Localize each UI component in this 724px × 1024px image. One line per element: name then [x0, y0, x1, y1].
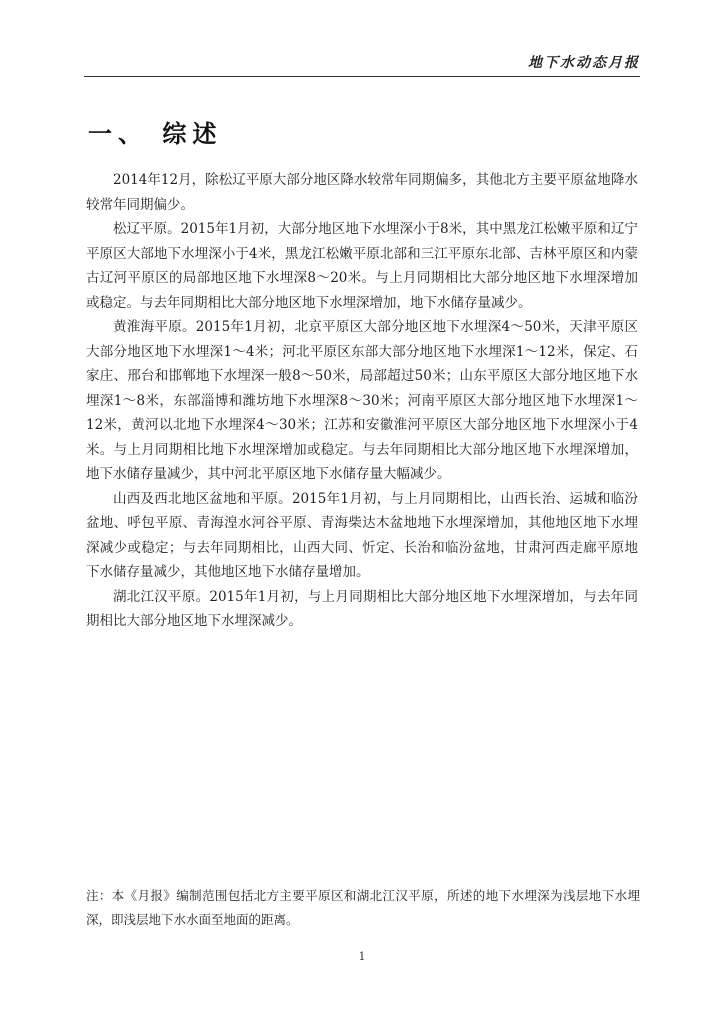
footnote: 注：本《月报》编制范围包括北方主要平原区和湖北江汉平原，所述的地下水埋深为浅层地下水埋深，即浅层地下水水面至地面的距离。: [86, 888, 640, 927]
header-divider: [84, 76, 640, 77]
section-heading: 一、 综述: [88, 119, 223, 148]
summary-body: [86, 168, 638, 634]
paragraph-songliao-plain: 松辽平原。2015年1月初，大部分地区地下水埋深小于8米，其中黑龙江松嫩平原和辽宁平原区大部地下水埋深小于4米，黑龙江松嫩平原北部和三江平原东北部、吉林平原区和内蒙古辽河平原区的局部地区地下水埋深8～20米。与上月同期相比大部分地区地下水埋深增加或稳定。与去年同期相比大部分地区地下水埋深增加，地下水储存量减少。: [86, 221, 638, 311]
paragraph-jianghan-plain: 湖北江汉平原。2015年1月初，与上月同期相比大部分地区地下水埋深增加，与去年同期相比大部分地区地下水埋深减少。: [86, 588, 638, 629]
paragraph-precipitation: 2014年12月，除松辽平原大部分地区降水较常年同期偏多，其他北方主要平原盆地降水较常年同期偏少。: [86, 172, 638, 213]
report-header-title: 地下水动态月报: [528, 55, 640, 71]
paragraph-huanghuaihai-plain: 黄淮海平原。2015年1月初，北京平原区大部分地区地下水埋深4～50米，天津平原区大部分地区地下水埋深1～4米；河北平原区东部大部分地区地下水埋深1～12米，保定、石家庄、邢台和邯郸地下水埋深一般8～50米，局部超过50米；山东平原区大部分地区地下水埋深1～8米，东部淄博和潍坊地下水埋深8～30米；河南平原区大部分地区地下水埋深1～12米，黄河以北地下水埋深4～30米；江苏和安徽淮河平原区大部分地区地下水埋深小于4米。与上月同期相比地下水埋深增加或稳定。与去年同期相比大部分地区地下水埋深增加，地下水储存量减少，其中河北平原区地下水储存量大幅减少。: [86, 319, 638, 482]
page-number: 1: [358, 950, 366, 963]
paragraph-shanxi-northwest: 山西及西北地区盆地和平原。2015年1月初，与上月同期相比，山西长治、运城和临汾盆地、呼包平原、青海湟水河谷平原、青海柴达木盆地地下水埋深增加，其他地区地下水埋深减少或稳定；与去年同期相比，山西大同、忻定、长治和临汾盆地，甘肃河西走廊平原地下水储存量减少，其他地区地下水储存量增加。: [86, 490, 638, 580]
